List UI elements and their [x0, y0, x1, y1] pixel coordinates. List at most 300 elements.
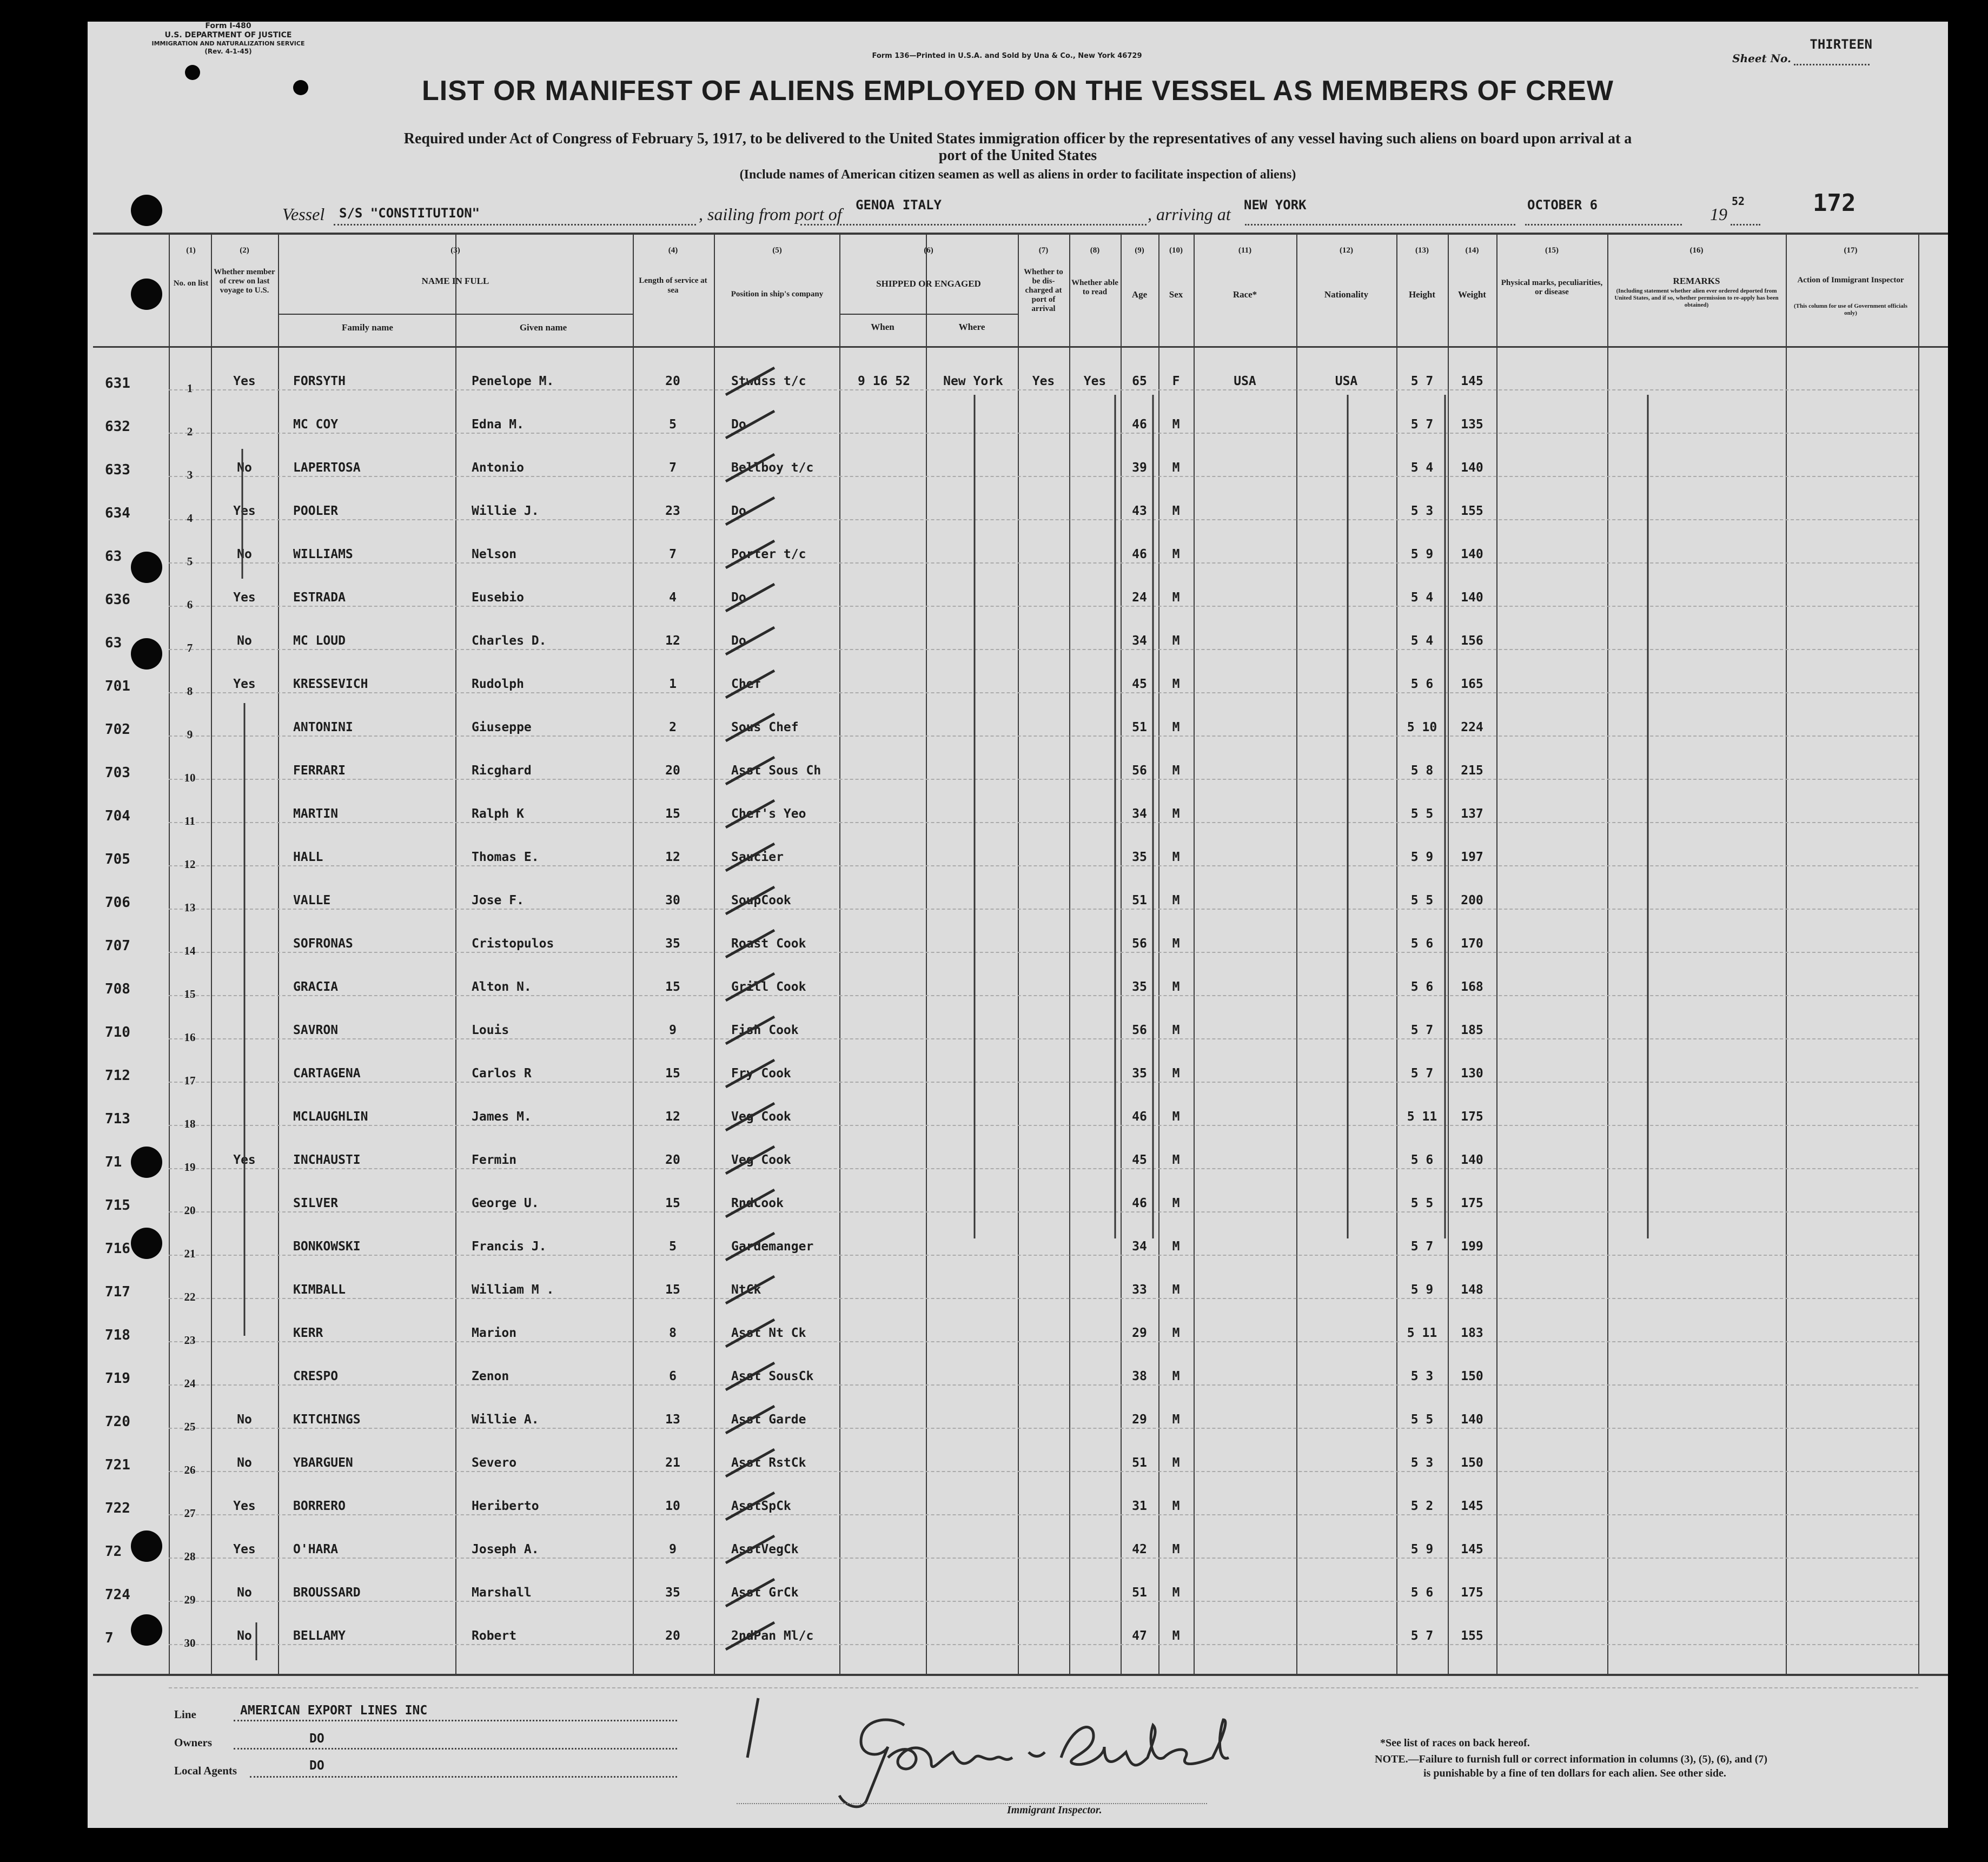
height-cell: 5 5: [1410, 893, 1434, 907]
family-name-cell: SOFRONAS: [293, 937, 353, 951]
length-of-service-cell: 5: [669, 1240, 677, 1254]
tally-stroke: [726, 844, 774, 871]
position-cell: Asst RstCk: [731, 1456, 806, 1470]
race-note: *See list of races on back hereof.: [1380, 1737, 1530, 1749]
position-cell: Saucier: [731, 850, 784, 864]
family-name-cell: KITCHINGS: [293, 1413, 361, 1427]
sex-cell: M: [1172, 634, 1180, 648]
line-number: 3: [187, 468, 193, 481]
col16-note: (Including statement whether alien ever ordered deported from United States, and if so, whether permission to re-apply has been obtained): [1614, 288, 1779, 308]
col16-header: REMARKS: [1673, 276, 1720, 286]
margin-number: 717: [105, 1284, 130, 1300]
family-name-cell: WILLIAMS: [293, 547, 353, 561]
position-cell: Porter t/c: [731, 547, 806, 561]
col17-number: (17): [1844, 246, 1858, 255]
family-name-cell: GRACIA: [293, 980, 339, 994]
line-number: 8: [187, 685, 193, 698]
port-of-departure: GENOA ITALY: [856, 197, 942, 213]
given-name-cell: George U.: [472, 1196, 539, 1210]
tally-stroke: [726, 1276, 774, 1303]
margin-number: 719: [105, 1370, 130, 1387]
family-name-cell: LAPERTOSA: [293, 461, 361, 475]
given-name-cell: Antonio: [472, 461, 524, 475]
crew-last-voyage-cell: No: [237, 1629, 252, 1643]
weight-cell: 140: [1461, 1153, 1483, 1167]
race-cell: USA: [1234, 374, 1256, 388]
age-cell: 35: [1132, 980, 1147, 994]
col12-number: (12): [1340, 246, 1353, 255]
height-cell: 5 4: [1410, 634, 1434, 648]
line-number: 21: [184, 1247, 196, 1260]
height-cell: 5 9: [1410, 1283, 1434, 1297]
weight-cell: 150: [1461, 1369, 1483, 1383]
length-of-service-cell: 20: [665, 764, 680, 778]
length-of-service-cell: 9: [669, 1023, 677, 1037]
col14-header: Weight: [1458, 289, 1486, 300]
age-cell: 51: [1132, 1586, 1147, 1600]
margin-number: 701: [105, 678, 130, 694]
weight-cell: 140: [1461, 547, 1483, 561]
line-number: 10: [184, 771, 196, 784]
height-cell: 5 4: [1410, 461, 1434, 475]
col6a-header: When: [871, 322, 894, 332]
given-name-cell: Robert: [472, 1629, 517, 1643]
height-cell: 5 7: [1410, 1023, 1434, 1037]
agents-value: DO: [309, 1759, 324, 1773]
crew-last-voyage-cell: No: [237, 1456, 252, 1470]
inspector-rule: [737, 1802, 1207, 1804]
given-name-cell: Marion: [472, 1326, 517, 1340]
tally-stroke: [726, 411, 774, 438]
length-of-service-cell: 15: [665, 807, 680, 821]
line-number: 12: [184, 858, 196, 871]
given-name-cell: Jose F.: [472, 893, 524, 907]
tally-stroke: [726, 973, 774, 1000]
family-name-cell: KIMBALL: [293, 1283, 346, 1297]
line-number: 27: [184, 1507, 196, 1520]
height-cell: 5 3: [1410, 504, 1434, 518]
position-cell: RndCook: [731, 1196, 784, 1210]
weight-cell: 170: [1461, 937, 1483, 951]
age-cell: 34: [1132, 634, 1147, 648]
age-cell: 56: [1132, 764, 1147, 778]
col3b-header: Given name: [519, 322, 567, 333]
height-cell: 5 9: [1410, 547, 1434, 561]
weight-cell: 168: [1461, 980, 1483, 994]
family-name-cell: VALLE: [293, 893, 331, 907]
sex-cell: M: [1172, 764, 1180, 778]
given-name-cell: Cristopulos: [472, 937, 554, 951]
margin-number: 72: [105, 1543, 122, 1560]
age-cell: 42: [1132, 1542, 1147, 1556]
col13-header: Height: [1408, 289, 1436, 300]
owners-rule: [234, 1747, 677, 1750]
length-of-service-cell: 9: [669, 1542, 677, 1556]
length-of-service-cell: 35: [665, 937, 680, 951]
length-of-service-cell: 35: [665, 1586, 680, 1600]
given-name-cell: Giuseppe: [472, 720, 532, 734]
length-of-service-cell: 5: [669, 418, 677, 432]
shipped-where-cell: New York: [943, 374, 1003, 388]
length-of-service-cell: 20: [665, 1629, 680, 1643]
sex-cell: M: [1172, 1586, 1180, 1600]
age-cell: 51: [1132, 1456, 1147, 1470]
age-cell: 65: [1132, 374, 1147, 388]
age-cell: 56: [1132, 1023, 1147, 1037]
sex-cell: M: [1172, 1066, 1180, 1081]
tally-stroke: [726, 498, 774, 525]
age-cell: 56: [1132, 937, 1147, 951]
family-name-cell: MC COY: [293, 418, 339, 432]
position-cell: Gardemanger: [731, 1240, 814, 1254]
age-cell: 34: [1132, 1240, 1147, 1254]
weight-cell: 140: [1461, 591, 1483, 605]
margin-number: 724: [105, 1587, 130, 1603]
position-cell: Chef: [731, 677, 761, 691]
line-number: 23: [184, 1334, 196, 1347]
age-cell: 46: [1132, 1196, 1147, 1210]
height-cell: 5 4: [1410, 591, 1434, 605]
tally-stroke: [726, 1579, 774, 1606]
col9-number: (9): [1135, 246, 1144, 255]
crew-last-voyage-cell: Yes: [233, 504, 256, 518]
line-number: 28: [184, 1550, 196, 1563]
col5-number: (5): [772, 246, 782, 255]
tally-stroke: [726, 1320, 774, 1347]
line-number: 19: [184, 1161, 196, 1174]
position-cell: Do: [731, 591, 746, 605]
height-cell: 5 7: [1410, 1066, 1434, 1081]
tally-stroke: [726, 887, 774, 914]
length-of-service-cell: 15: [665, 1283, 680, 1297]
age-cell: 51: [1132, 893, 1147, 907]
length-of-service-cell: 20: [665, 1153, 680, 1167]
height-cell: 5 5: [1410, 1196, 1434, 1210]
crew-last-voyage-cell: Yes: [233, 374, 256, 388]
year-suffix: 52: [1732, 195, 1745, 208]
given-name-cell: Alton N.: [472, 980, 532, 994]
height-cell: 5 3: [1410, 1456, 1434, 1470]
include-note: (Include names of American citizen seamen as well as aliens in order to facilitate inspection of aliens): [739, 168, 1296, 182]
age-cell: 31: [1132, 1499, 1147, 1513]
length-of-service-cell: 15: [665, 1196, 680, 1210]
given-name-cell: Ralph K: [472, 807, 524, 821]
family-name-cell: CARTAGENA: [293, 1066, 361, 1081]
col8-header: Whether able to read: [1071, 279, 1118, 296]
margin-number: 63: [105, 635, 122, 651]
family-name-cell: MCLAUGHLIN: [293, 1110, 368, 1124]
sex-cell: M: [1172, 1110, 1180, 1124]
sex-cell: M: [1172, 591, 1180, 605]
position-cell: Asst GrCk: [731, 1586, 799, 1600]
given-name-cell: Willie J.: [472, 504, 539, 518]
col10-header: Sex: [1169, 289, 1183, 300]
line-number: 7: [187, 641, 193, 654]
col3a-header: Family name: [342, 322, 393, 333]
sex-cell: M: [1172, 720, 1180, 734]
col15-number: (15): [1545, 246, 1559, 255]
height-cell: 5 9: [1410, 1542, 1434, 1556]
height-cell: 5 11: [1407, 1326, 1437, 1340]
required-line-2: port of the United States: [938, 147, 1097, 164]
line-label: Line: [174, 1708, 196, 1721]
family-name-cell: BORRERO: [293, 1499, 346, 1513]
col7-number: (7): [1038, 246, 1049, 255]
weight-cell: 155: [1461, 504, 1483, 518]
position-cell: Roast Cook: [731, 937, 806, 951]
col2-number: (2): [240, 246, 249, 255]
weight-cell: 156: [1461, 634, 1483, 648]
weight-cell: 145: [1461, 1542, 1483, 1556]
position-cell: Bellboy t/c: [731, 461, 814, 475]
line-rule: [234, 1719, 677, 1721]
family-name-cell: ANTONINI: [293, 720, 353, 734]
weight-cell: 199: [1461, 1240, 1483, 1254]
given-name-cell: Eusebio: [472, 591, 524, 605]
sex-cell: M: [1172, 893, 1180, 907]
margin-number: 631: [105, 375, 130, 392]
position-cell: Do: [731, 634, 746, 648]
revision: (Rev. 4-1-45): [204, 48, 252, 55]
shipped-when-cell: 9 16 52: [858, 374, 910, 388]
tally-stroke: [726, 1103, 774, 1130]
col1-number: (1): [186, 246, 196, 255]
crew-last-voyage-cell: Yes: [233, 1542, 256, 1556]
tally-stroke: [726, 1406, 774, 1433]
margin-number: 705: [105, 851, 130, 867]
age-cell: 47: [1132, 1629, 1147, 1643]
service-name: IMMIGRATION AND NATURALIZATION SERVICE: [151, 40, 305, 47]
weight-cell: 155: [1461, 1629, 1483, 1643]
height-cell: 5 6: [1410, 937, 1434, 951]
col10-number: (10): [1169, 246, 1183, 255]
inspector-label: Immigrant Inspector.: [1007, 1804, 1102, 1816]
line-number: 24: [184, 1377, 196, 1390]
family-name-cell: MARTIN: [293, 807, 339, 821]
sex-cell: M: [1172, 1196, 1180, 1210]
margin-number: 633: [105, 462, 130, 478]
sex-cell: M: [1172, 418, 1180, 432]
weight-cell: 175: [1461, 1586, 1483, 1600]
height-cell: 5 7: [1410, 1629, 1434, 1643]
col2-header: Whether member of crew on last voyage to U.S.: [214, 268, 275, 295]
age-cell: 43: [1132, 504, 1147, 518]
owners-label: Owners: [174, 1736, 212, 1749]
given-name-cell: Heriberto: [472, 1499, 539, 1513]
family-name-cell: YBARGUEN: [293, 1456, 353, 1470]
margin-number: 704: [105, 808, 130, 824]
family-name-cell: BELLAMY: [293, 1629, 346, 1643]
margin-number: 71: [105, 1154, 122, 1170]
position-cell: Veg Cook: [731, 1110, 791, 1124]
sex-cell: M: [1172, 937, 1180, 951]
sex-cell: M: [1172, 1369, 1180, 1383]
family-name-cell: POOLER: [293, 504, 339, 518]
weight-cell: 215: [1461, 764, 1483, 778]
given-name-cell: Zenon: [472, 1369, 509, 1383]
col17-note: (This column for use of Government officials only): [1793, 303, 1907, 316]
line-number: 29: [184, 1593, 196, 1606]
length-of-service-cell: 10: [665, 1499, 680, 1513]
fine-note-2: is punishable by a fine of ten dollars for each alien. See other side.: [1423, 1767, 1726, 1779]
given-name-cell: Severo: [472, 1456, 517, 1470]
sex-cell: M: [1172, 850, 1180, 864]
given-name-cell: Carlos R: [472, 1066, 532, 1081]
margin-number: 718: [105, 1327, 130, 1343]
length-of-service-cell: 2: [669, 720, 677, 734]
col6-header: SHIPPED OR ENGAGED: [876, 279, 981, 289]
line-number: 4: [187, 512, 193, 525]
line-number: 11: [184, 814, 195, 827]
length-of-service-cell: 12: [665, 1110, 680, 1124]
able-to-read-cell: Yes: [1083, 374, 1106, 388]
weight-cell: 148: [1461, 1283, 1483, 1297]
nationality-cell: USA: [1335, 374, 1358, 388]
line-number: 14: [184, 944, 196, 957]
sex-cell: M: [1172, 1456, 1180, 1470]
sex-cell: M: [1172, 1240, 1180, 1254]
crew-last-voyage-cell: Yes: [233, 1499, 256, 1513]
margin-number: 634: [105, 505, 130, 521]
col11-number: (11): [1238, 246, 1252, 255]
age-cell: 24: [1132, 591, 1147, 605]
weight-cell: 185: [1461, 1023, 1483, 1037]
position-cell: AsstVegCk: [731, 1542, 799, 1556]
position-cell: Do: [731, 504, 746, 518]
line-number: 6: [187, 598, 193, 611]
col17-header: Action of Immigrant Inspector: [1797, 276, 1904, 284]
weight-cell: 140: [1461, 461, 1483, 475]
position-cell: Do: [731, 418, 746, 432]
sex-cell: M: [1172, 1499, 1180, 1513]
line-number: 9: [187, 728, 193, 741]
col4-header: Length of service at sea: [639, 276, 707, 295]
length-of-service-cell: 23: [665, 504, 680, 518]
fine-note-1: NOTE.—Failure to furnish full or correct information in columns (3), (5), (6), and (7): [1375, 1753, 1768, 1765]
col7-header: Whether to be dis-charged at port of arrival: [1024, 268, 1063, 313]
height-cell: 5 2: [1410, 1499, 1434, 1513]
col16-number: (16): [1689, 246, 1704, 255]
length-of-service-cell: 6: [669, 1369, 677, 1383]
weight-cell: 175: [1461, 1196, 1483, 1210]
col4-number: (4): [668, 246, 678, 255]
line-number: 1: [187, 382, 193, 395]
age-cell: 35: [1132, 1066, 1147, 1081]
length-of-service-cell: 4: [669, 591, 677, 605]
col9-header: Age: [1131, 289, 1148, 300]
line-number: 15: [184, 988, 196, 1000]
line-number: 18: [184, 1117, 196, 1130]
length-of-service-cell: 30: [665, 893, 680, 907]
margin-number: 716: [105, 1241, 130, 1257]
agents-label: Local Agents: [174, 1764, 237, 1777]
given-name-cell: Edna M.: [472, 418, 524, 432]
sex-cell: M: [1172, 677, 1180, 691]
height-cell: 5 8: [1410, 764, 1434, 778]
col12-header: Nationality: [1324, 289, 1369, 300]
given-name-cell: Ricghard: [472, 764, 532, 778]
height-cell: 5 10: [1407, 720, 1437, 734]
weight-cell: 145: [1461, 1499, 1483, 1513]
height-cell: 5 11: [1407, 1110, 1437, 1124]
year-prefix: 19: [1710, 204, 1727, 224]
crew-last-voyage-cell: Yes: [233, 591, 256, 605]
family-name-cell: ESTRADA: [293, 591, 346, 605]
page-title: LIST OR MANIFEST OF ALIENS EMPLOYED ON THE VESSEL AS MEMBERS OF CREW: [422, 75, 1614, 107]
department: U.S. DEPARTMENT OF JUSTICE: [164, 31, 292, 39]
tally-stroke: [726, 1017, 774, 1044]
given-name-cell: Joseph A.: [472, 1542, 539, 1556]
margin-number: 703: [105, 765, 130, 781]
owners-value: DO: [309, 1732, 324, 1746]
given-name-cell: Penelope M.: [472, 374, 554, 388]
length-of-service-cell: 15: [665, 980, 680, 994]
height-cell: 5 7: [1410, 1240, 1434, 1254]
sex-cell: M: [1172, 1153, 1180, 1167]
tally-stroke: [726, 1233, 774, 1260]
height-cell: 5 6: [1410, 1586, 1434, 1600]
col5-header: Position in ship's company: [731, 290, 824, 299]
weight-cell: 145: [1461, 374, 1483, 388]
sex-cell: M: [1172, 980, 1180, 994]
line-number: 30: [184, 1636, 196, 1649]
sex-cell: M: [1172, 1542, 1180, 1556]
given-name-cell: Fermin: [472, 1153, 517, 1167]
crew-last-voyage-cell: Yes: [233, 677, 256, 691]
tally-stroke: [726, 1190, 774, 1217]
length-of-service-cell: 15: [665, 1066, 680, 1081]
line-number: 16: [184, 1031, 196, 1044]
crew-last-voyage-cell: Yes: [233, 1153, 256, 1167]
age-cell: 46: [1132, 418, 1147, 432]
line-value: AMERICAN EXPORT LINES INC: [240, 1704, 428, 1718]
height-cell: 5 5: [1410, 807, 1434, 821]
age-cell: 45: [1132, 677, 1147, 691]
weight-cell: 183: [1461, 1326, 1483, 1340]
margin-number: 708: [105, 981, 130, 997]
arriving-label: , arriving at: [1148, 204, 1231, 224]
margin-number: 722: [105, 1500, 130, 1516]
tally-stroke: [726, 1449, 774, 1476]
position-cell: Grill Cook: [731, 980, 806, 994]
age-cell: 29: [1132, 1326, 1147, 1340]
line-number: 22: [184, 1290, 196, 1303]
position-cell: SoupCook: [731, 893, 791, 907]
sex-cell: M: [1172, 504, 1180, 518]
form-number: Form I-480: [205, 22, 251, 30]
sex-cell: M: [1172, 547, 1180, 561]
age-cell: 46: [1132, 547, 1147, 561]
given-name-cell: Francis J.: [472, 1240, 547, 1254]
family-name-cell: SAVRON: [293, 1023, 339, 1037]
col3-number: (3): [450, 246, 460, 255]
tally-stroke: [726, 930, 774, 957]
height-cell: 5 6: [1410, 1153, 1434, 1167]
height-cell: 5 6: [1410, 677, 1434, 691]
crew-last-voyage-cell: No: [237, 1586, 252, 1600]
col3-header: NAME IN FULL: [421, 276, 489, 286]
line-number: 20: [184, 1204, 196, 1217]
manifest-sheet: [88, 22, 1948, 1828]
crew-last-voyage-cell: No: [237, 1413, 252, 1427]
family-name-cell: FERRARI: [293, 764, 346, 778]
col14-number: (14): [1465, 246, 1479, 255]
length-of-service-cell: 7: [669, 547, 677, 561]
given-name-cell: James M.: [472, 1110, 532, 1124]
margin-number: 706: [105, 894, 130, 911]
position-cell: 2ndPan Ml/c: [731, 1629, 814, 1643]
length-of-service-cell: 21: [665, 1456, 680, 1470]
